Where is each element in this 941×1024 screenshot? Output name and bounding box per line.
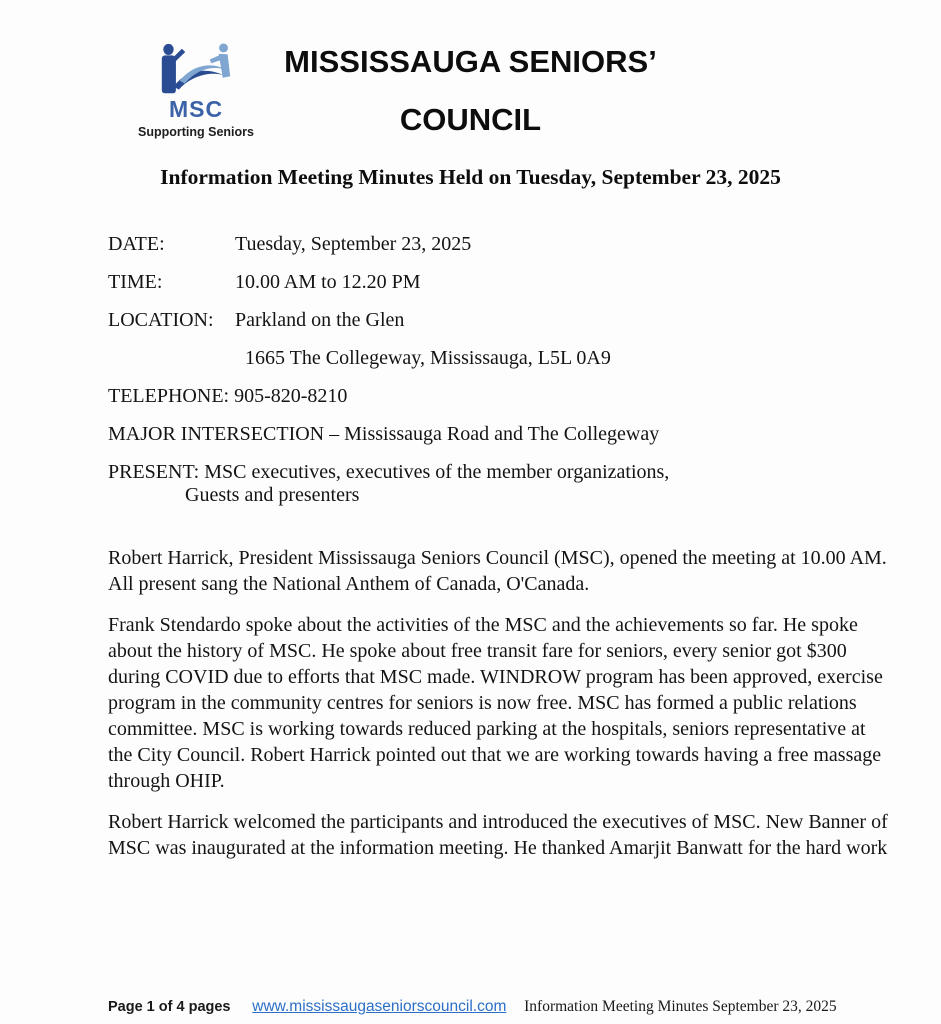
website-link[interactable]: www.mississaugaseniorscouncil.com [252,998,507,1015]
present-value-line2: Guests and presenters [185,484,360,506]
page-footer [108,998,908,1016]
paragraph-opening: Robert Harrick, President Mississauga Seniors Council (MSC), opened the meeting at 10.00 AM. All present sang the National Anthem of Canada, O'Canada. [108,547,887,595]
present-value-line1: MSC executives, executives of the member organizations, [204,461,670,483]
location-label: LOCATION: [108,309,214,331]
page-number: Page 1 of 4 pages [108,999,231,1015]
location-address-line2: 1665 The Collegeway, Mississauga, L5L 0A9 [245,347,611,369]
org-title-line1: MISSISSAUGA SENIORS’ [284,44,657,79]
date-value: Tuesday, September 23, 2025 [235,233,472,255]
meta-row-date [108,233,941,256]
present-label: PRESENT: [108,461,200,483]
major-intersection-line: MAJOR INTERSECTION – Mississauga Road and The Collegeway [108,423,660,445]
footer-doc-info: Information Meeting Minutes September 23, 2025 [524,998,837,1015]
logo-tagline: Supporting Seniors [138,125,254,139]
org-title-line2: COUNCIL [399,102,542,137]
document-heading: Information Meeting Minutes Held on Tuesday, September 23, 2025 [160,165,781,189]
time-label: TIME: [108,271,163,293]
location-value: Parkland on the Glen [235,309,405,331]
telephone-line: TELEPHONE: 905-820-8210 [108,385,348,407]
date-label: DATE: [108,233,165,255]
present-line [108,461,941,507]
meeting-meta [108,233,941,507]
time-value: 10.00 AM to 12.20 PM [235,271,421,293]
logo-msc-text: MSC [168,96,224,122]
paragraph-welcome: Robert Harrick welcomed the participants and introduced the executives of MSC. New Banner of MSC was inaugurated at the information meeting. He thanked Amarjit Banwatt for the hard work [108,811,888,859]
meta-row-location [108,309,941,332]
meta-row-time [108,271,941,294]
minutes-body [108,545,892,861]
msc-logo [134,42,258,139]
two-seniors-with-bridge-icon [146,42,246,100]
paragraph-activities: Frank Stendardo spoke about the activities of the MSC and the achievements so far. He spoke about the history of MSC. He spoke about free transit fare for seniors, every senior got $300 during COVID due to efforts that MSC made. WINDROW program has been approved, exercise program in the community centres for seniors is now free. MSC has formed a public relations committee. MSC is working towards reduced parking at the hospitals, seniors representative at the City Council. Robert Harrick pointed out that we are working towards having a free massage through OHIP. [108,614,883,792]
